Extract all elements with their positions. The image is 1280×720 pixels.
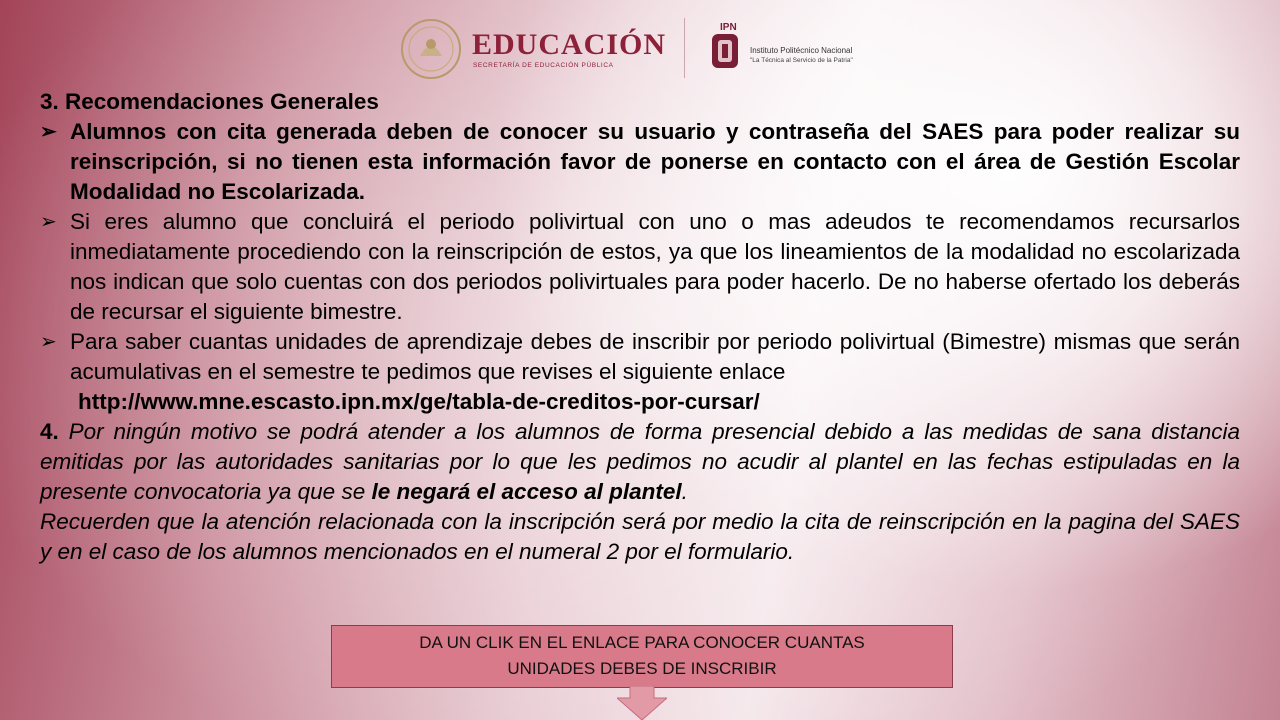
cta-banner[interactable] [331,625,953,688]
brand-subtitle: SECRETARÍA DE EDUCACIÓN PÚBLICA [473,62,614,69]
cta-line-2: UNIDADES DEBES DE INSCRIBIR [507,659,777,678]
bullet-text: Alumnos con cita generada deben de conocer su usuario y contraseña del SAES para poder realizar su reinscripción, si no tienen esta información favor de ponerse en contacto con el área de Gestión Escolar Modalidad no Escolarizada. [70,119,1240,204]
section-4-end: . [681,479,688,504]
cta-line-1: DA UN CLIK EN EL ENLACE PARA CONOCER CUANTAS [419,633,865,652]
header [400,16,880,80]
header-divider [684,18,685,78]
section-4-paragraph [40,417,1240,507]
ipn-logo-icon [706,18,746,80]
arrow-bullet-icon: ➢ [40,121,57,143]
section-3-heading: 3. Recomendaciones Generales [40,89,379,114]
section-4-text: Por ningún motivo se podrá atender a los alumnos de forma presencial debido a las medidas de sana distancia emitidas por las autoridades sanitarias por lo que les pedimos no acudir al plantel en las fechas estipuladas en la presente convocatoria ya que se [40,419,1240,504]
bullet-text: Si eres alumno que concluirá el periodo polivirtual con uno o mas adeudos te recomendamos recursarlos inmediatamente procediendo con la reinscripción de estos, ya que los lineamientos de la modalidad no escolarizada nos indican que solo cuentas con dos periodos polivirtuales para poder hacerlo. De no haberse ofertado los deberás de recursar el siguiente bimestre. [70,209,1240,324]
mexico-coat-of-arms-icon [400,18,462,80]
ipn-motto: "La Técnica al Servicio de la Patria" [750,57,853,64]
credits-table-link[interactable]: http://www.mne.escasto.ipn.mx/ge/tabla-de-creditos-por-cursar/ [78,389,760,414]
bullet-item [40,327,1240,387]
ipn-name: Instituto Politécnico Nacional [750,46,853,55]
bullet-text: Para saber cuantas unidades de aprendizaje debes de inscribir por periodo polivirtual (Bimestre) mismas que serán acumulativas en el semestre te pedimos que revises el siguiente enlace [70,329,1240,384]
svg-text:IPN: IPN [720,22,737,33]
main-content [40,87,1240,567]
bullet-item [40,117,1240,207]
bullet-item [40,207,1240,327]
section-4-number: 4. [40,419,59,444]
arrow-bullet-icon: ➢ [40,331,57,353]
arrow-bullet-icon: ➢ [40,211,57,233]
down-arrow-icon [617,686,667,720]
section-4-emphasis: le negará el acceso al plantel [371,479,682,504]
brand-title: EDUCACIÓN [472,28,667,61]
section-4-note: Recuerden que la atención relacionada con la inscripción será por medio la cita de reinscripción en la pagina del SAES y en el caso de los alumnos mencionados en el numeral 2 por el formulario. [40,509,1240,564]
